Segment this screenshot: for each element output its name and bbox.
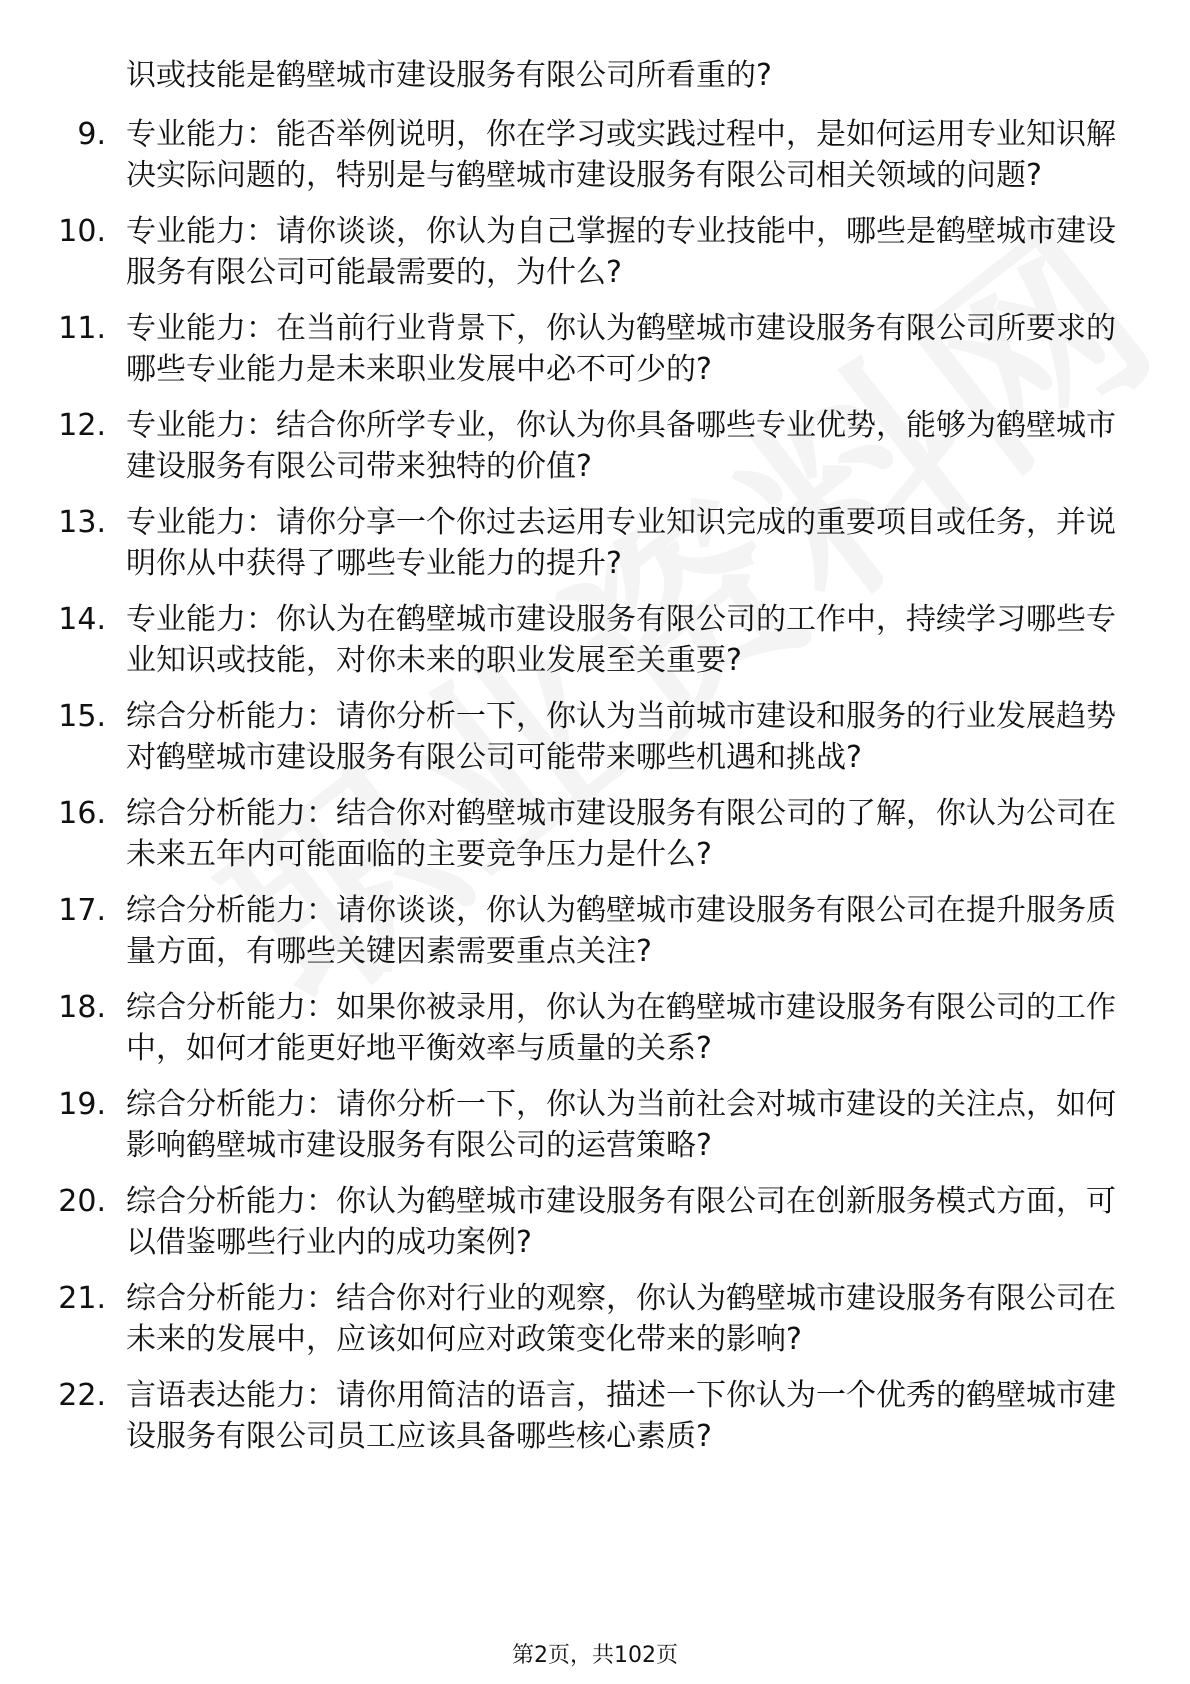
item-text: 综合分析能力：如果你被录用，你认为在鹤壁城市建设服务有限公司的工作中，如何才能更好地平衡效率与质量的关系?: [126, 990, 1116, 1066]
item-number: 17.: [58, 893, 106, 928]
list-item: [0, 987, 1190, 1069]
item-number: 15.: [58, 699, 106, 734]
item-text: 专业能力：请你谈谈，你认为自己掌握的专业技能中，哪些是鹤壁城市建设服务有限公司可能最需要的，为什么?: [126, 214, 1116, 290]
item-text: 综合分析能力：结合你对鹤壁城市建设服务有限公司的了解，你认为公司在未来五年内可能面临的主要竞争压力是什么?: [126, 796, 1116, 872]
list-item: [0, 890, 1190, 972]
page-footer: 第2页，共102页: [512, 1643, 678, 1668]
item-number: 20.: [58, 1184, 106, 1219]
item-text: 专业能力：能否举例说明，你在学习或实践过程中，是如何运用专业知识解决实际问题的，特别是与鹤壁城市建设服务有限公司相关领域的问题?: [126, 117, 1116, 193]
list-item: [0, 696, 1190, 778]
item-number: 16.: [58, 796, 106, 831]
item-number: 14.: [58, 602, 106, 637]
item-text: 综合分析能力：请你谈谈，你认为鹤壁城市建设服务有限公司在提升服务质量方面，有哪些关键因素需要重点关注?: [126, 893, 1116, 969]
list-item: [0, 405, 1190, 487]
item-text: 综合分析能力：你认为鹤壁城市建设服务有限公司在创新服务模式方面，可以借鉴哪些行业内的成功案例?: [126, 1184, 1116, 1260]
item-text: 专业能力：你认为在鹤壁城市建设服务有限公司的工作中，持续学习哪些专业知识或技能，对你未来的职业发展至关重要?: [126, 602, 1116, 678]
item-number: 13.: [58, 505, 106, 540]
item-number: 19.: [58, 1087, 106, 1122]
item-number: 21.: [58, 1281, 106, 1316]
list-item: [0, 1181, 1190, 1263]
item-text: 综合分析能力：请你分析一下，你认为当前城市建设和服务的行业发展趋势对鹤壁城市建设服务有限公司可能带来哪些机遇和挑战?: [126, 699, 1116, 775]
item-text: 言语表达能力：请你用简洁的语言，描述一下你认为一个优秀的鹤壁城市建设服务有限公司员工应该具备哪些核心素质?: [126, 1378, 1116, 1454]
list-item: [0, 599, 1190, 681]
item-number: 22.: [58, 1378, 106, 1413]
list-item: [0, 308, 1190, 390]
question-list: [0, 114, 1190, 1472]
list-item: [0, 793, 1190, 875]
item-text: 综合分析能力：结合你对行业的观察，你认为鹤壁城市建设服务有限公司在未来的发展中，应该如何应对政策变化带来的影响?: [126, 1281, 1116, 1357]
item-text: 专业能力：在当前行业背景下，你认为鹤壁城市建设服务有限公司所要求的哪些专业能力是未来职业发展中必不可少的?: [126, 311, 1116, 387]
list-item: [0, 1278, 1190, 1360]
list-item: [0, 1084, 1190, 1166]
item-number: 18.: [58, 990, 106, 1025]
item-text: 专业能力：结合你所学专业，你认为你具备哪些专业优势，能够为鹤壁城市建设服务有限公司带来独特的价值?: [126, 408, 1116, 484]
item-text: 专业能力：请你分享一个你过去运用专业知识完成的重要项目或任务，并说明你从中获得了哪些专业能力的提升?: [126, 505, 1116, 581]
item-number: 12.: [58, 408, 106, 443]
list-item: [0, 114, 1190, 196]
item-number: 10.: [58, 214, 106, 249]
continuation-text: 识或技能是鹤壁城市建设服务有限公司所看重的?: [126, 58, 772, 93]
item-number: 9.: [77, 117, 106, 152]
list-item: [0, 1375, 1190, 1457]
list-item: [0, 211, 1190, 293]
item-text: 综合分析能力：请你分析一下，你认为当前社会对城市建设的关注点，如何影响鹤壁城市建设服务有限公司的运营策略?: [126, 1087, 1116, 1163]
item-number: 11.: [58, 311, 106, 346]
list-item: [0, 502, 1190, 584]
